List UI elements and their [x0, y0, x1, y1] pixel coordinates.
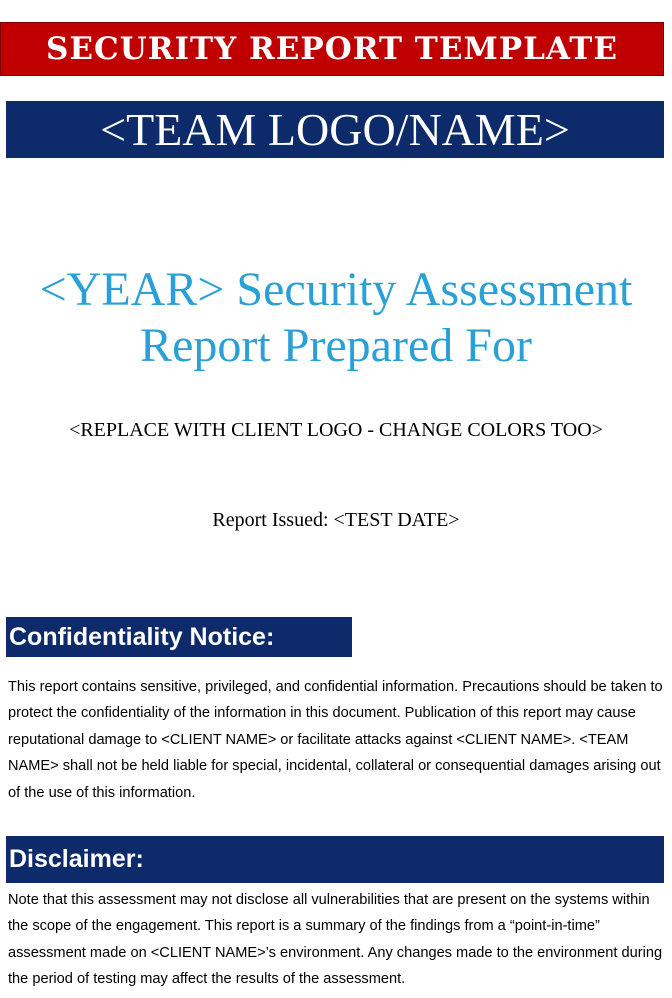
team-logo-name: <TEAM LOGO/NAME> [100, 104, 570, 155]
team-banner [6, 101, 664, 158]
report-issued-date: Report Issued: <TEST DATE> [212, 509, 460, 531]
report-title [0, 262, 672, 374]
disclaimer-heading-label: Disclaimer: [9, 845, 144, 873]
confidentiality-heading [6, 617, 352, 657]
disclaimer-text: Note that this assessment may not disclose all vulnerabilities that are present on the systems within the scope of the engagement. This report is a summary of the findings from a “point-in-time” assessment made on <CLIENT NAME>’s environment. Any changes made to the environment during the period of testing may affect the results of the assessment. [8, 892, 663, 988]
template-title: SECURITY REPORT TEMPLATE [46, 31, 618, 67]
confidentiality-text: This report contains sensitive, privileged, and confidential information. Precautions should be taken to protect the confidentiality of the information in this document. Publication of this report may cause reputational damage to <CLIENT NAME> or facilitate attacks against <CLIENT NAME>. <TEAM NAME> shall not be held liable for special, incidental, collateral or consequential damages arising out of the use of this information. [8, 679, 663, 801]
report-title-line1: <YEAR> Security Assessment [39, 263, 633, 316]
disclaimer-heading [6, 836, 664, 883]
report-title-line2: Report Prepared For [140, 319, 532, 372]
client-logo-placeholder: <REPLACE WITH CLIENT LOGO - CHANGE COLORS TOO> [69, 419, 603, 441]
report-template-banner [0, 22, 664, 76]
confidentiality-heading-label: Confidentiality Notice: [9, 622, 275, 651]
